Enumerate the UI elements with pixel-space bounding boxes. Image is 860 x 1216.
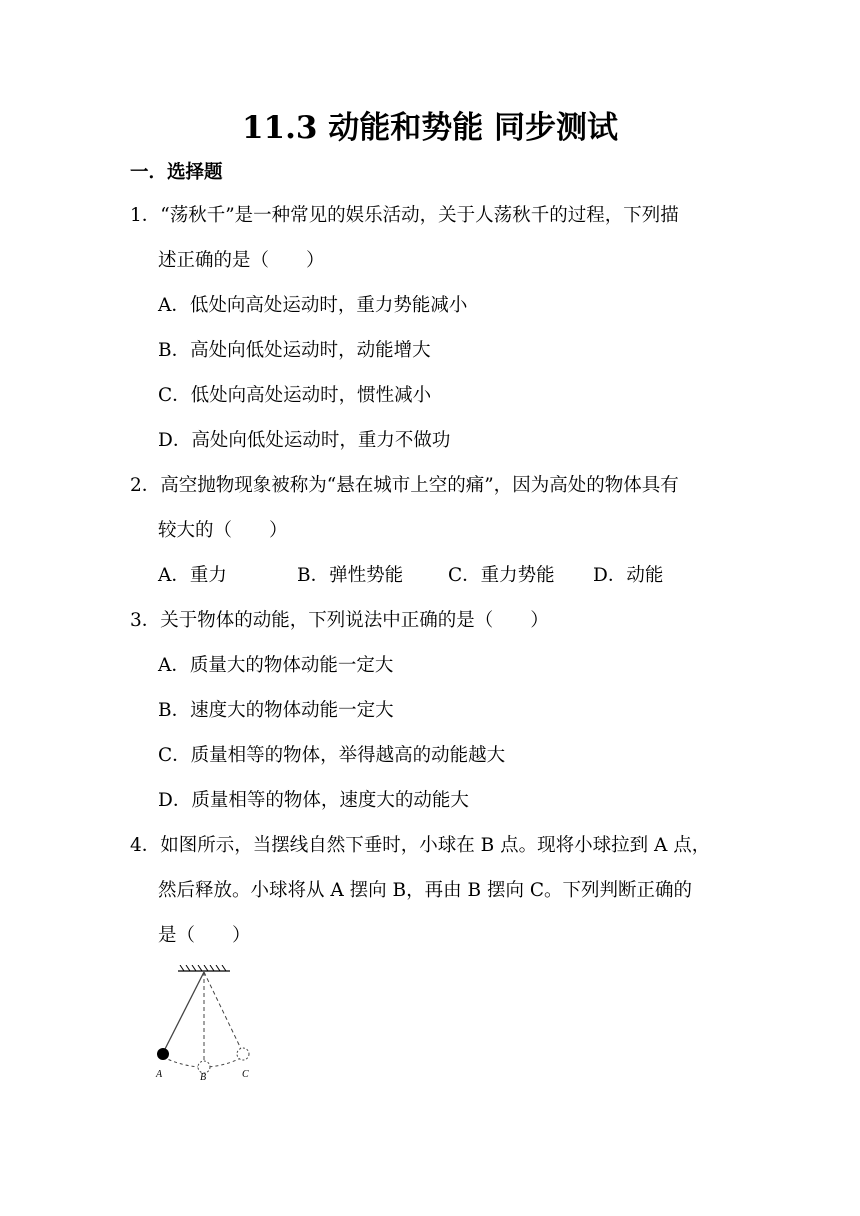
ball-c xyxy=(237,1048,249,1060)
string-to-c xyxy=(204,972,243,1053)
page-title: 11.3 动能和势能 同步测试 xyxy=(241,110,619,146)
question-3-option-a: A．质量大的物体动能一定大 xyxy=(158,655,394,676)
string-to-a xyxy=(163,972,204,1053)
question-1-option-c: C．低处向高处运动时，惯性减小 xyxy=(158,385,432,406)
question-3-line-1: 3．关于物体的动能，下列说法中正确的是（ ） xyxy=(130,610,549,631)
question-3-option-c: C．质量相等的物体，举得越高的动能越大 xyxy=(158,745,506,766)
question-2-option-d: D．动能 xyxy=(593,565,664,586)
section-heading: 一．选择题 xyxy=(130,162,223,183)
label-c: C xyxy=(242,1069,249,1080)
question-1-option-b: B．高处向低处运动时，动能增大 xyxy=(158,340,431,361)
question-3-option-b: B．速度大的物体动能一定大 xyxy=(158,700,394,721)
label-a: A xyxy=(156,1069,163,1080)
question-2-option-b: B．弹性势能 xyxy=(297,565,404,586)
question-4-line-3: 是（ ） xyxy=(158,925,251,946)
question-1-option-d: D．高处向低处运动时，重力不做功 xyxy=(158,430,451,451)
pendulum-figure xyxy=(150,965,265,1080)
ceiling-support xyxy=(178,965,230,971)
question-2-line-2: 较大的（ ） xyxy=(158,520,288,541)
question-4-line-2: 然后释放。小球将从 A 摆向 B，再由 B 摆向 C。下列判断正确的 xyxy=(158,880,692,901)
question-2-line-1: 2．高空抛物现象被称为“悬在城市上空的痛”，因为高处的物体具有 xyxy=(130,475,679,496)
ball-a xyxy=(157,1048,169,1060)
question-2-option-a: A．重力 xyxy=(158,565,227,586)
question-1-line-2: 述正确的是（ ） xyxy=(158,250,325,271)
question-4-line-1: 4．如图所示，当摆线自然下垂时，小球在 B 点。现将小球拉到 A 点， xyxy=(130,835,711,856)
question-3-option-d: D．质量相等的物体，速度大的动能大 xyxy=(158,790,469,811)
question-2-option-c: C．重力势能 xyxy=(448,565,555,586)
question-1-line-1: 1．“荡秋千”是一种常见的娱乐活动，关于人荡秋千的过程，下列描 xyxy=(130,205,679,226)
question-1-option-a: A．低处向高处运动时，重力势能减小 xyxy=(158,295,468,316)
label-b: B xyxy=(200,1072,207,1080)
